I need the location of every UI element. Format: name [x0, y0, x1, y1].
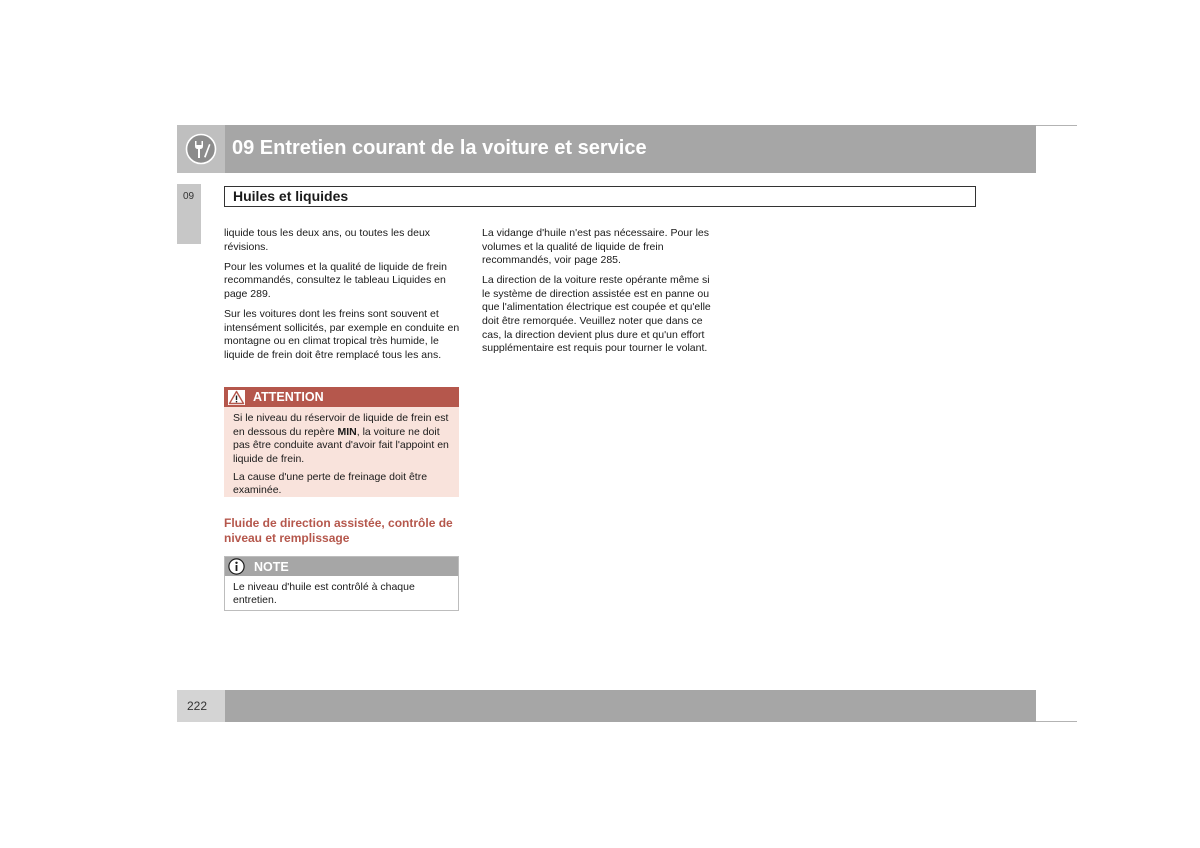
paragraph: Sur les voitures dont les freins sont souvent et intensément sollicités, par exemple en conduite en montagne ou en climat tropical très humide, le liquide de frein doit être remplacé tous les ans.	[224, 307, 460, 361]
chapter-title: 09 Entretien courant de la voiture et service	[232, 137, 647, 159]
attention-body	[233, 412, 455, 503]
paragraph: liquide tous les deux ans, ou toutes les deux révisions.	[224, 227, 431, 253]
subsection-heading: Fluide de direction assistée, contrôle de niveau et remplissage	[224, 516, 453, 545]
attention-text: Si le niveau du réservoir de liquide de frein est en dessous du repère	[233, 412, 449, 438]
attention-paragraph	[233, 412, 455, 466]
footer-rule	[1036, 721, 1077, 722]
info-circle-icon	[228, 558, 245, 575]
note-header	[225, 557, 458, 576]
chapter-tab-label: 09	[183, 191, 195, 202]
min-marker-text: MIN	[337, 425, 357, 438]
page-number: 222	[187, 699, 208, 713]
footer-bar	[225, 690, 1036, 722]
right-column	[482, 227, 718, 362]
paragraph: La direction de la voiture reste opérante même si le système de direction assistée est en panne ou que l'alimentation électrique est coupée et qu'elle doit être remorquée. Veuillez noter que dans ce cas, la direction devient plus dure et qu'un effort supplémentaire est requis pour tourner le volant.	[482, 274, 711, 355]
paragraph: Pour les volumes et la qualité de liquide de frein recommandés, consultez le tableau Liquides en page 289.	[224, 260, 447, 300]
note-body: Le niveau d'huile est contrôlé à chaque entretien.	[233, 581, 415, 607]
warning-triangle-icon	[228, 390, 245, 405]
left-column	[224, 227, 460, 369]
attention-box	[224, 387, 459, 497]
paragraph: La vidange d'huile n'est pas nécessaire. Pour les volumes et la qualité de liquide de frein recommandés, voir page 285.	[482, 227, 709, 267]
note-title: NOTE	[254, 560, 289, 574]
section-title: Huiles et liquides	[233, 188, 349, 204]
attention-text: , la voiture ne doit pas être conduite avant d'avoir fait l'appoint en liquide de frein.	[233, 425, 449, 465]
attention-title: ATTENTION	[253, 390, 324, 404]
wrench-icon	[185, 133, 217, 165]
attention-paragraph: La cause d'une perte de freinage doit être examinée.	[233, 470, 428, 497]
attention-header	[224, 387, 459, 407]
header-rule	[1036, 125, 1077, 126]
note-box	[224, 556, 459, 611]
